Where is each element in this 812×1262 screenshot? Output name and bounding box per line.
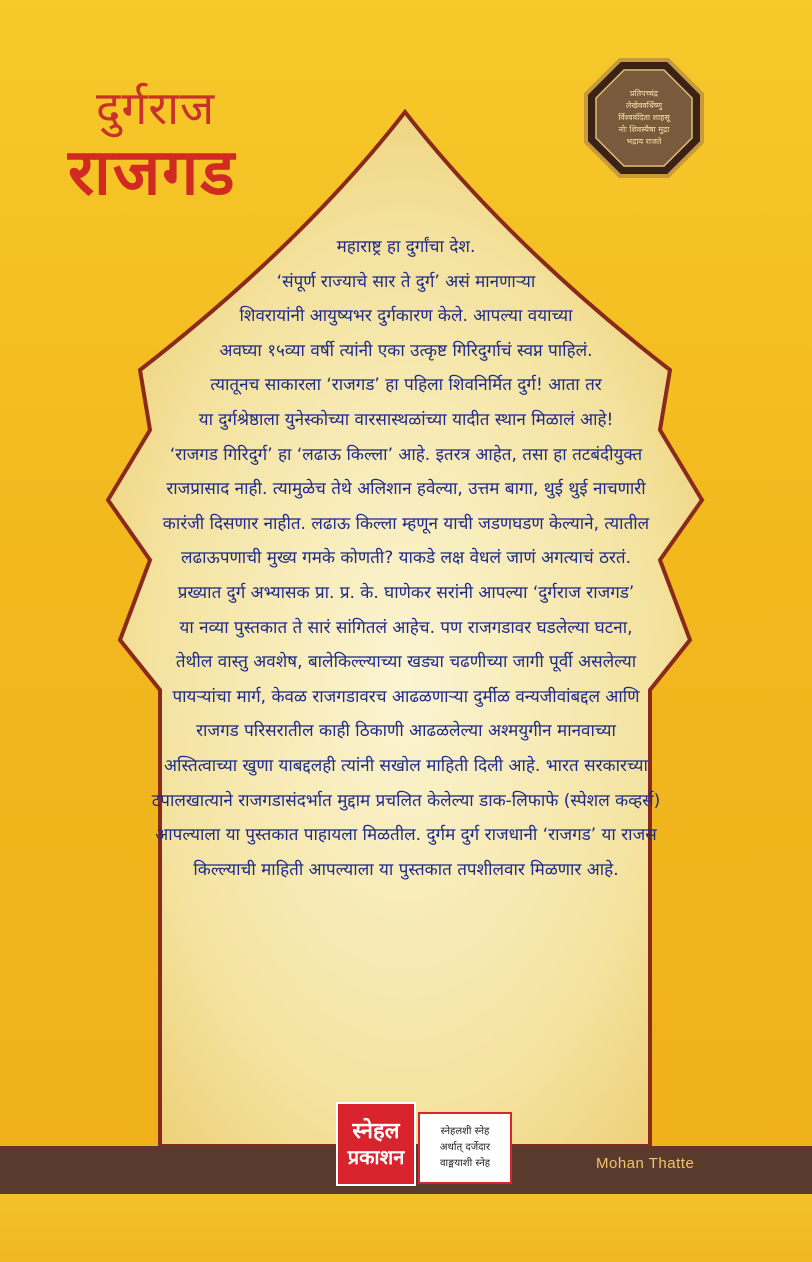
publisher-logo: स्नेहल प्रकाशन bbox=[336, 1102, 416, 1186]
blurb-line: किल्ल्याची माहिती आपल्याला या पुस्तकात तपशीलवार मिळणार आहे. bbox=[193, 859, 619, 880]
blurb-line: अवघ्या १५व्या वर्षी त्यांनी एका उत्कृष्ट गिरिदुर्गाचं स्वप्न पाहिलं. bbox=[219, 340, 593, 361]
blurb-line: अस्तित्वाच्या खुणा याबद्दलही त्यांनी सखोल माहिती दिली आहे. भारत सरकारच्या bbox=[164, 755, 648, 776]
blurb-line: पायऱ्यांचा मार्ग, केवळ राजगडावरच आढळणाऱ्या दुर्मीळ वन्यजीवांबद्दल आणि bbox=[172, 686, 640, 707]
blurb-line: महाराष्ट्र हा दुर्गांचा देश. bbox=[336, 237, 476, 257]
blurb-line: टपालखात्याने राजगडासंदर्भात मुद्दाम प्रचलित केलेल्या डाक-लिफाफे (स्पेशल कव्हर्स) bbox=[151, 790, 661, 811]
blurb-line: तेथील वास्तु अवशेष, बालेकिल्ल्याच्या खड्या चढणीच्या जागी पूर्वी असलेल्या bbox=[175, 652, 637, 673]
blurb-line: शिवरायांनी आयुष्यभर दुर्गकारण केले. आपल्या वयाच्या bbox=[239, 306, 573, 327]
blurb-line: कारंजी दिसणार नाहीत. लढाऊ किल्ला म्हणून याची जडणघडण केल्याने, त्यातील bbox=[162, 513, 650, 534]
blurb-line: राजप्रासाद नाही. त्यामुळेच तेथे अलिशान हवेल्या, उत्तम बागा, थुई थुई नाचणारी bbox=[166, 479, 646, 500]
designer-credit: Mohan Thatte bbox=[596, 1155, 695, 1172]
book-title-main: राजगड bbox=[68, 136, 237, 210]
blurb-line: राजगड परिसरातील काही ठिकाणी आढळलेल्या अश्मयुगीन मानवाच्या bbox=[196, 721, 616, 742]
seal-inscription: प्रतिपच्चंद्र लेखेववर्धिष्णु र्विश्ववंदिता शाहसू नोः शिवस्यैषा मुद्रा भद्राय राजते bbox=[618, 89, 670, 146]
blurb-text bbox=[86, 230, 726, 887]
publisher-tagline: स्नेहलशी स्नेह अर्थात् दर्जेदार वाङ्मयाशी स्नेह bbox=[418, 1112, 512, 1184]
blurb-line: लढाऊपणाची मुख्य गमके कोणती? याकडे लक्ष वेधलं जाणं अगत्याचं ठरतं. bbox=[181, 548, 631, 569]
blurb-line: या दुर्गश्रेष्ठाला युनेस्कोच्या वारसास्थळांच्या यादीत स्थान मिळालं आहे! bbox=[198, 409, 614, 430]
blurb-line: ‘राजगड गिरिदुर्ग’ हा ‘लढाऊ किल्ला’ आहे. इतरत्र आहेत, तसा हा तटबंदीयुक्त bbox=[169, 444, 643, 465]
blurb-line: त्यातूनच साकारला ‘राजगड’ हा पहिला शिवनिर्मित दुर्ग! आता तर bbox=[210, 375, 602, 396]
blurb-line: ‘संपूर्ण राज्याचे सार ते दुर्ग’ असं मानणाऱ्या bbox=[276, 271, 536, 292]
blurb-line: या नव्या पुस्तकात ते सारं सांगितलं आहेच. पण राजगडावर घडलेल्या घटना, bbox=[179, 617, 633, 638]
blurb-line: आपल्याला या पुस्तकात पाहायला मिळतील. दुर्गम दुर्ग राजधानी ‘राजगड’ या राजस bbox=[155, 825, 657, 846]
footer-strip bbox=[0, 1194, 812, 1262]
book-title-small: दुर्गराज bbox=[96, 81, 216, 135]
blurb-line: प्रख्यात दुर्ग अभ्यासक प्रा. प्र. के. घाणेकर सरांनी आपल्या ‘दुर्गराज राजगड’ bbox=[177, 582, 635, 603]
